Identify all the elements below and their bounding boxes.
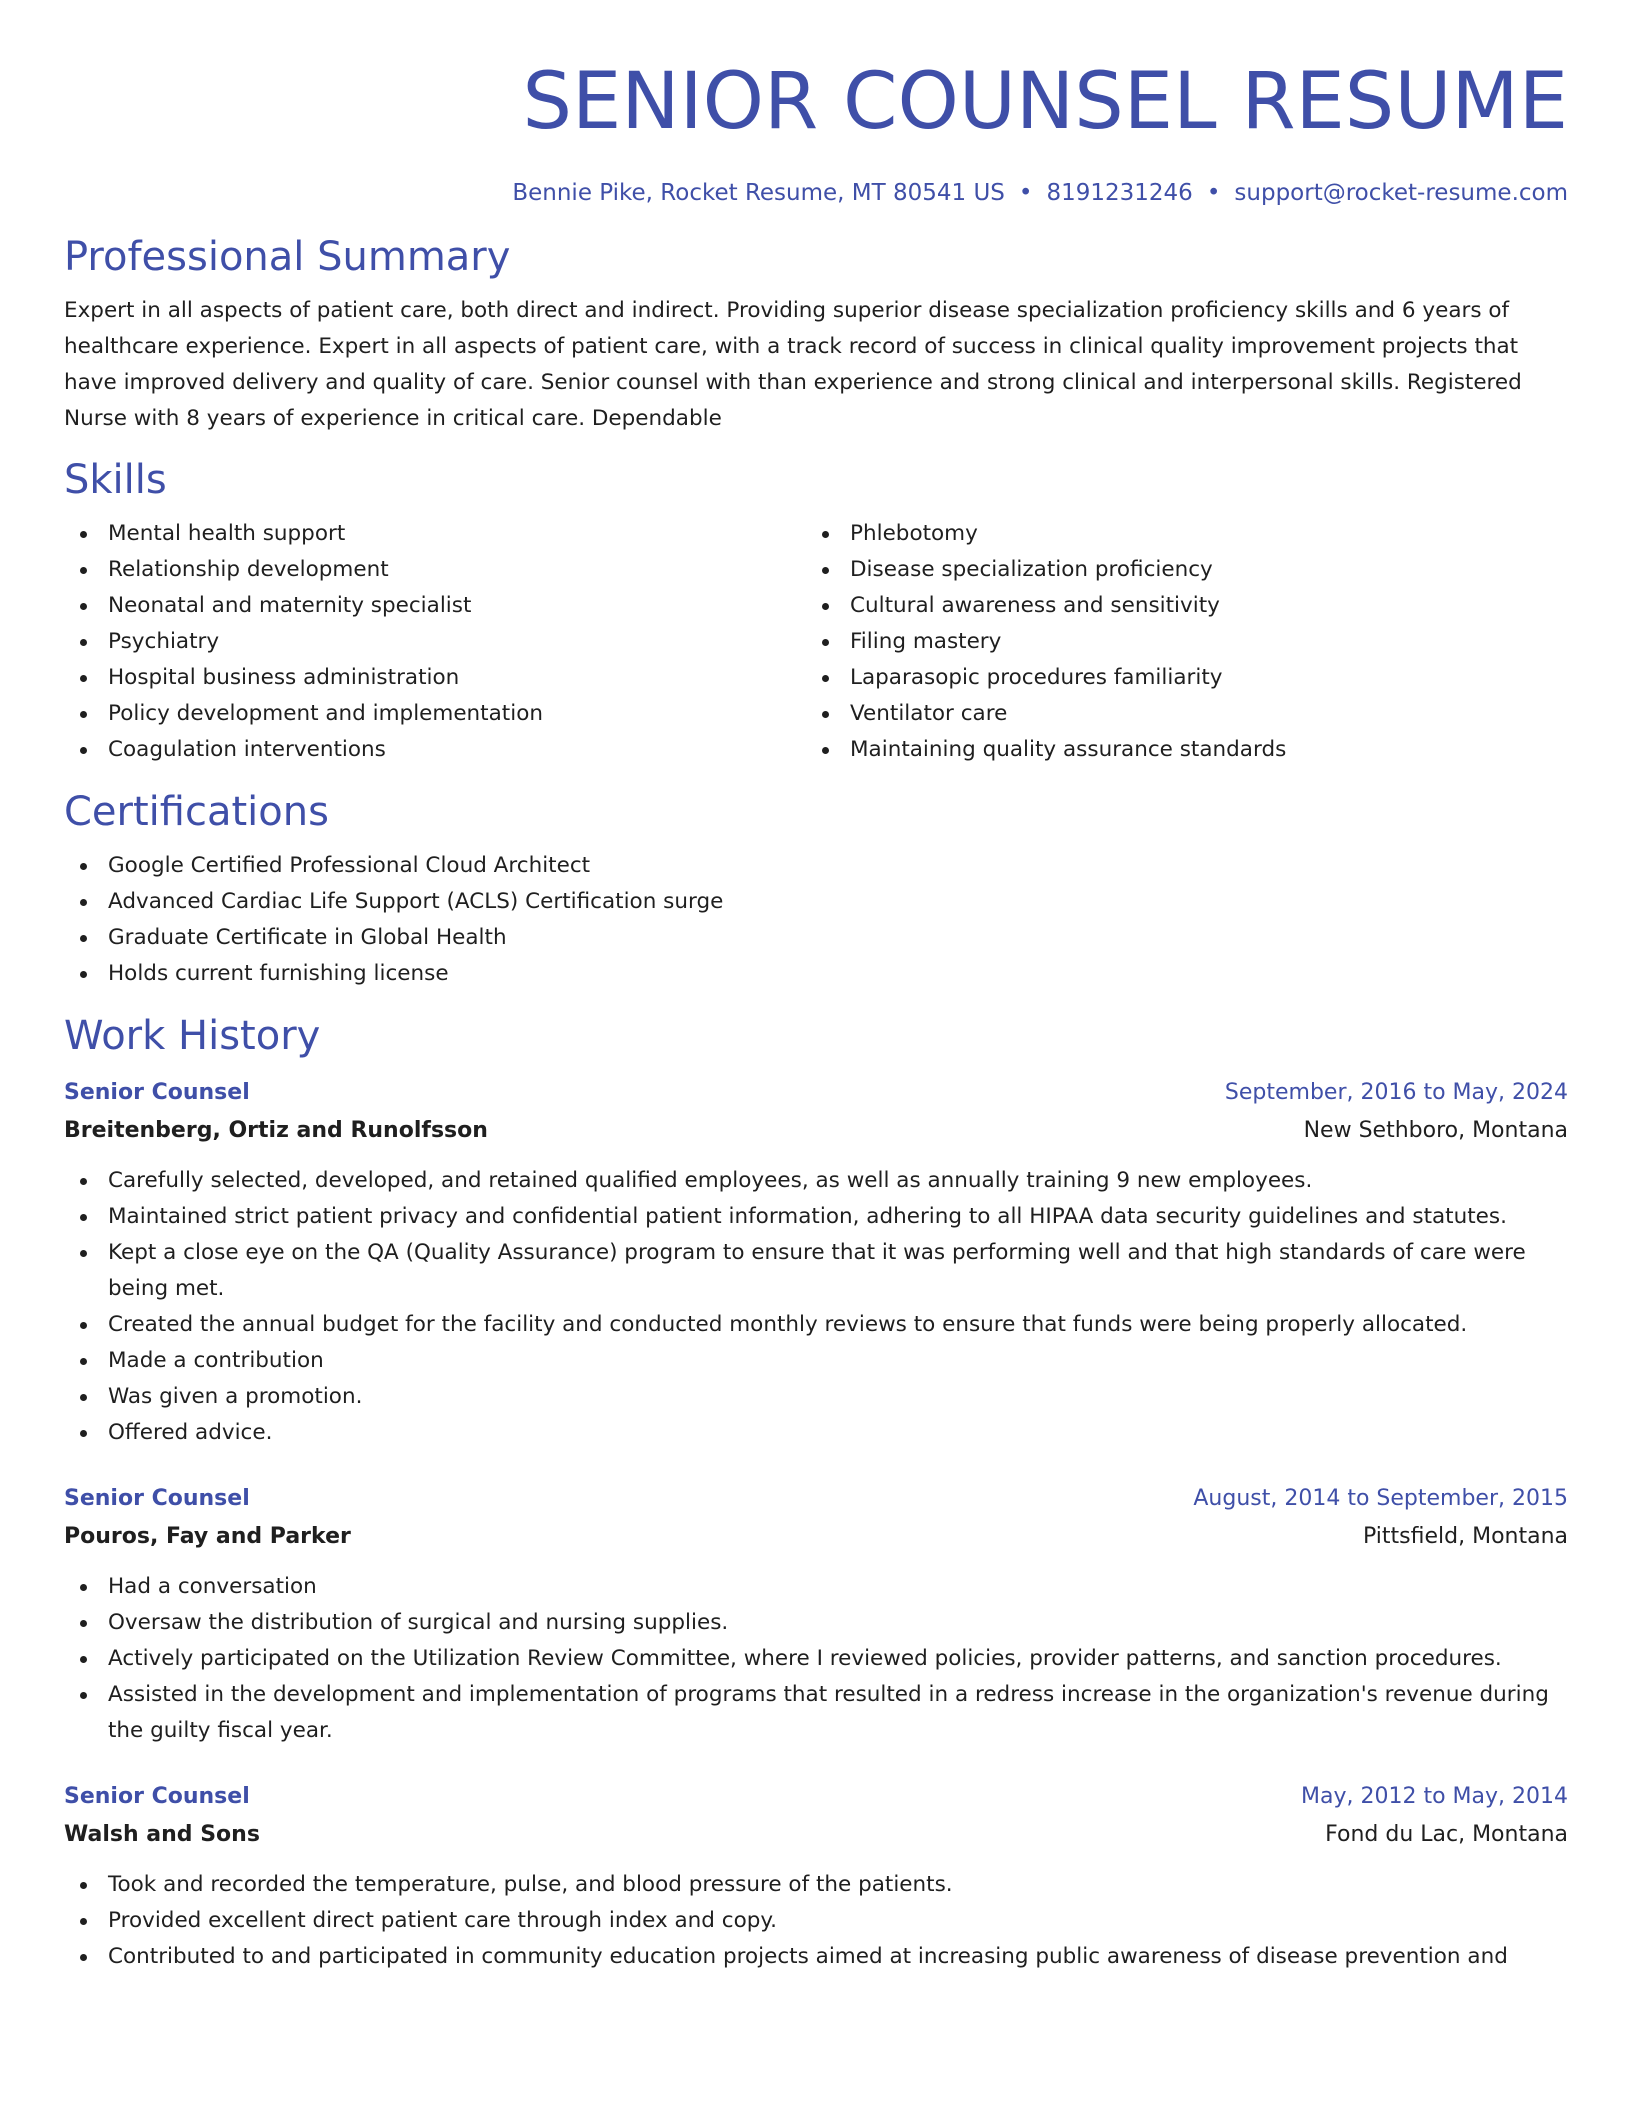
skills-heading: Skills <box>64 457 167 503</box>
skills-section <box>64 455 1568 768</box>
job-company: Breitenberg, Ortiz and Runolfsson <box>64 1118 488 1143</box>
job-title: Senior Counsel <box>64 1080 250 1105</box>
skills-list-left <box>64 516 806 768</box>
job-bullet: Carefully selected, developed, and retained qualified employees, as well as annually training 9 new employees. <box>64 1163 1568 1199</box>
job-bullet: Kept a close eye on the QA (Quality Assurance) program to ensure that it was performing well and that high standards of care were being met. <box>64 1235 1568 1307</box>
job-bullet: Made a contribution <box>64 1343 1568 1379</box>
job-bullet: Created the annual budget for the facility and conducted monthly reviews to ensure that funds were being properly allocated. <box>64 1307 1568 1343</box>
resume-header <box>64 0 1568 208</box>
job-location: Pittsfield, Montana <box>1363 1524 1568 1549</box>
certifications-heading: Certifications <box>64 789 329 835</box>
certification-item: Holds current furnishing license <box>64 956 1568 992</box>
certifications-section <box>64 787 1568 992</box>
job-bullets <box>64 1569 1568 1749</box>
contact-phone: 8191231246 <box>1046 180 1193 206</box>
skill-item: Laparasopic procedures familiarity <box>806 660 1548 696</box>
job-company-row <box>64 1517 1568 1557</box>
job-bullet: Actively participated on the Utilization Review Committee, where I reviewed policies, provider patterns, and sanction procedures. <box>64 1641 1568 1677</box>
certification-item: Graduate Certificate in Global Health <box>64 920 1568 956</box>
skill-item: Disease specialization proficiency <box>806 552 1548 588</box>
summary-heading: Professional Summary <box>64 234 511 280</box>
contact-email: support@rocket-resume.com <box>1234 180 1568 206</box>
job-company: Walsh and Sons <box>64 1822 260 1847</box>
skill-item: Hospital business administration <box>64 660 806 696</box>
skills-grid <box>64 516 1568 768</box>
skill-item: Phlebotomy <box>806 516 1548 552</box>
job-bullet: Oversaw the distribution of surgical and nursing supplies. <box>64 1605 1568 1641</box>
job-title-row <box>64 1481 1568 1517</box>
job-dates: September, 2016 to May, 2024 <box>1224 1080 1568 1105</box>
job-bullet: Offered advice. <box>64 1415 1568 1451</box>
summary-text: Expert in all aspects of patient care, both direct and indirect. Providing superior disease specialization proficiency skills and 6 years of healthcare experience. Expert in all aspects of patient care, with a track record of success in clinical quality improvement projects that have improved delivery and quality of care. Senior counsel with than experience and strong clinical and interpersonal skills. Registered Nurse with 8 years of experience in critical care. Dependable <box>64 298 1522 431</box>
job-company-row <box>64 1111 1568 1151</box>
skill-item: Neonatal and maternity specialist <box>64 588 806 624</box>
certification-item: Google Certified Professional Cloud Architect <box>64 848 1568 884</box>
work-history-section <box>64 1011 1568 1975</box>
job-bullets <box>64 1867 1568 1975</box>
contact-address: Bennie Pike, Rocket Resume, MT 80541 US <box>512 180 1005 206</box>
job-bullets <box>64 1163 1568 1451</box>
job-title: Senior Counsel <box>64 1784 250 1809</box>
job-company-row <box>64 1815 1568 1855</box>
skill-item: Ventilator care <box>806 696 1548 732</box>
contact-line <box>64 178 1568 208</box>
skill-item: Coagulation interventions <box>64 732 806 768</box>
resume-page <box>64 0 1568 1975</box>
job-entry <box>64 1075 1568 1451</box>
skill-item: Filing mastery <box>806 624 1548 660</box>
contact-separator: • <box>1018 180 1033 206</box>
job-title-row <box>64 1779 1568 1815</box>
job-entry <box>64 1779 1568 1975</box>
skill-item: Maintaining quality assurance standards <box>806 732 1548 768</box>
skill-item: Relationship development <box>64 552 806 588</box>
skill-item: Cultural awareness and sensitivity <box>806 588 1548 624</box>
summary-section <box>64 232 1568 437</box>
skill-item: Psychiatry <box>64 624 806 660</box>
job-bullet: Took and recorded the temperature, pulse, and blood pressure of the patients. <box>64 1867 1568 1903</box>
work-history-heading: Work History <box>64 1013 321 1059</box>
job-bullet: Contributed to and participated in community education projects aimed at increasing public awareness of disease prevention and <box>64 1939 1568 1975</box>
job-dates: May, 2012 to May, 2014 <box>1301 1784 1568 1809</box>
contact-separator: • <box>1206 180 1221 206</box>
job-bullet: Had a conversation <box>64 1569 1568 1605</box>
job-location: New Sethboro, Montana <box>1303 1118 1568 1143</box>
job-title-row <box>64 1075 1568 1111</box>
resume-title: SENIOR COUNSEL RESUME <box>522 57 1568 147</box>
job-bullet: Assisted in the development and implementation of programs that resulted in a redress increase in the organization's revenue during the guilty fiscal year. <box>64 1677 1568 1749</box>
certification-item: Advanced Cardiac Life Support (ACLS) Certification surge <box>64 884 1568 920</box>
skill-item: Mental health support <box>64 516 806 552</box>
certifications-list <box>64 848 1568 992</box>
job-title: Senior Counsel <box>64 1486 250 1511</box>
job-bullet: Provided excellent direct patient care through index and copy. <box>64 1903 1568 1939</box>
job-company: Pouros, Fay and Parker <box>64 1524 351 1549</box>
job-bullet: Maintained strict patient privacy and confidential patient information, adhering to all HIPAA data security guidelines and statutes. <box>64 1199 1568 1235</box>
skills-list-right <box>806 516 1548 768</box>
skill-item: Policy development and implementation <box>64 696 806 732</box>
job-entry <box>64 1481 1568 1749</box>
job-location: Fond du Lac, Montana <box>1325 1822 1568 1847</box>
job-dates: August, 2014 to September, 2015 <box>1193 1486 1568 1511</box>
job-bullet: Was given a promotion. <box>64 1379 1568 1415</box>
